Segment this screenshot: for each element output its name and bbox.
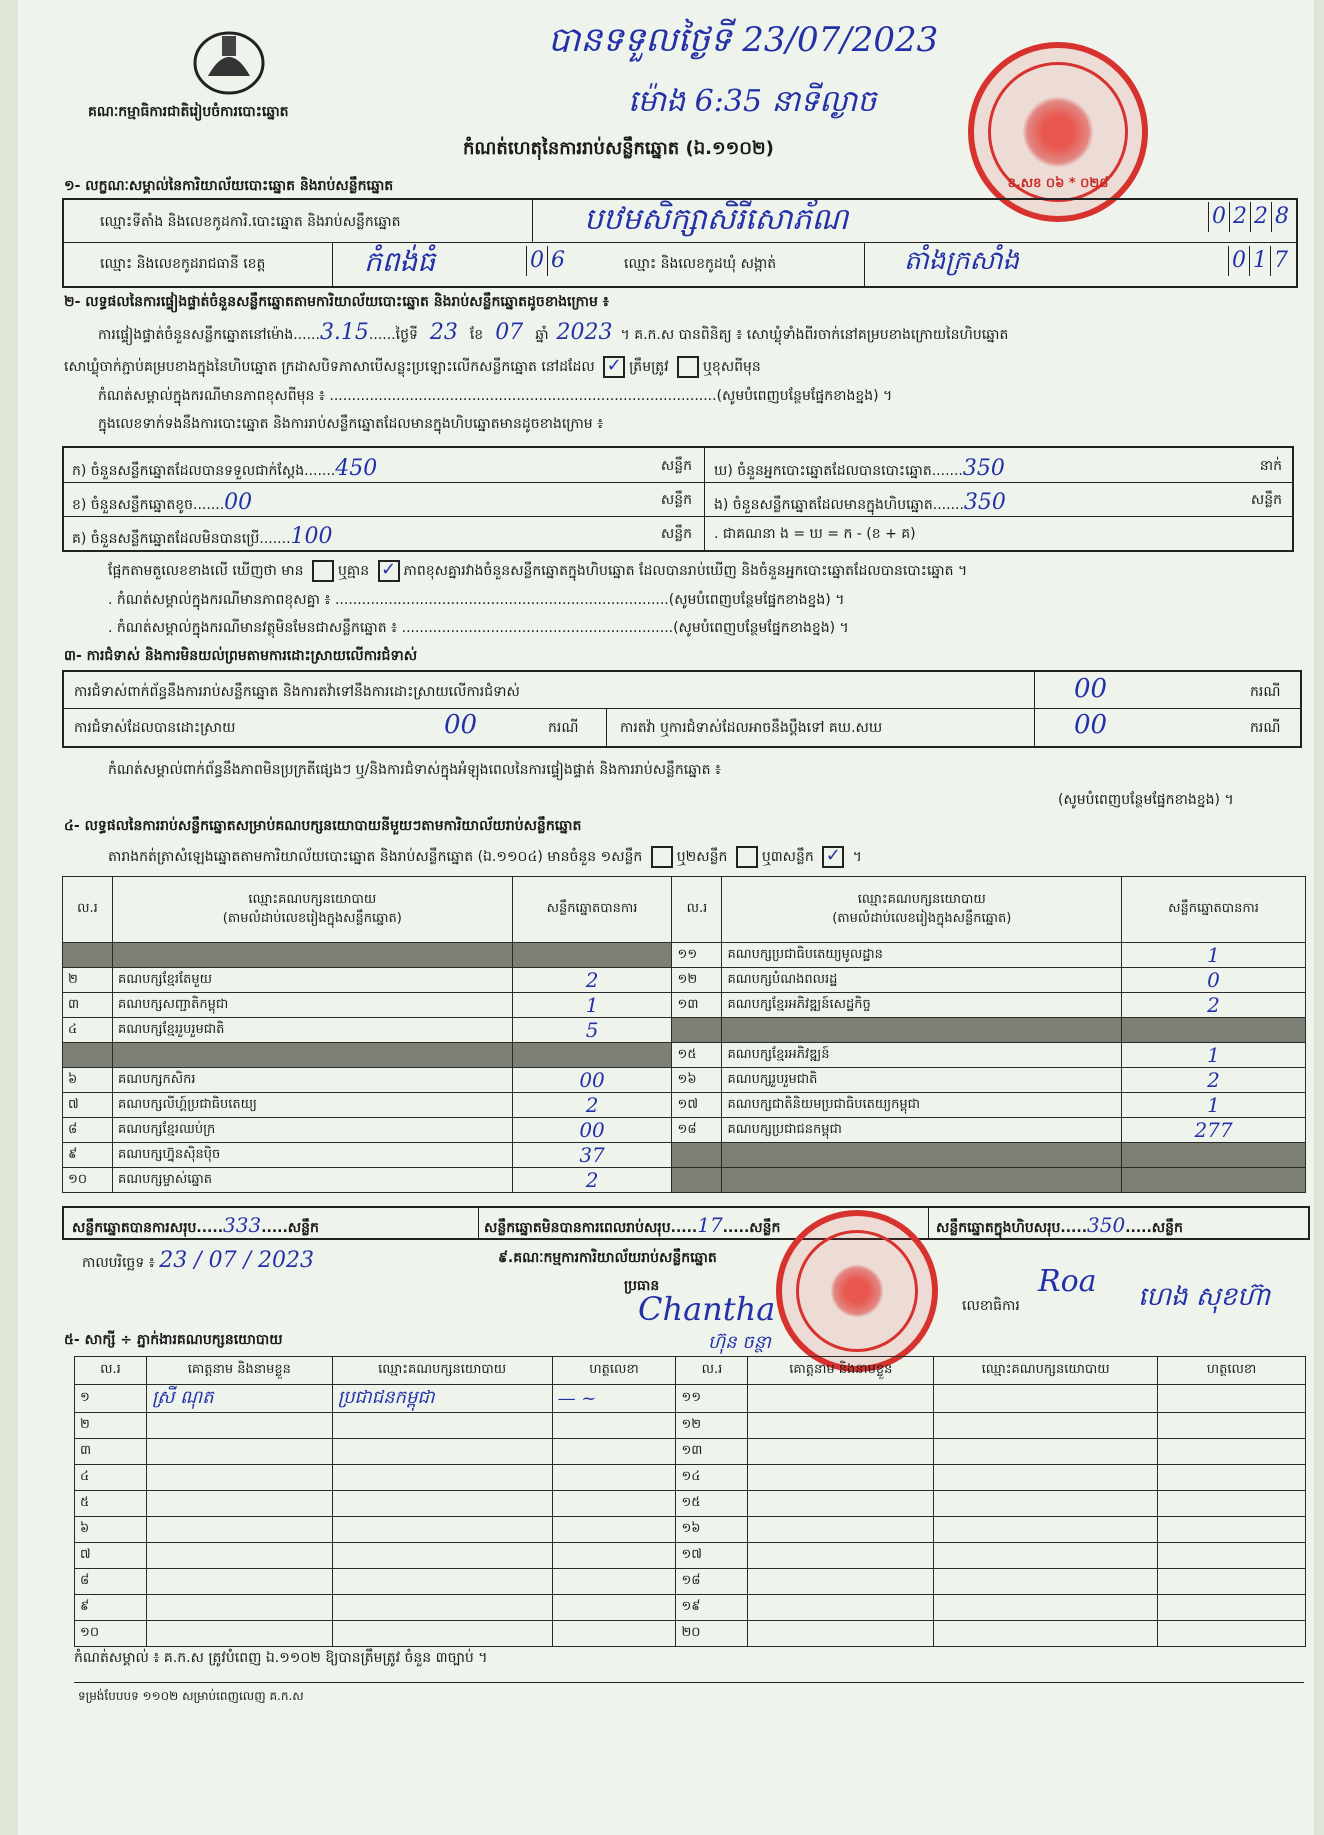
witness-cell[interactable] <box>332 1517 552 1543</box>
witness-table <box>74 1356 1306 1647</box>
province-code: 0 6 <box>526 246 568 276</box>
witness-cell: ប្រជាជនកម្ពុជា <box>332 1385 552 1413</box>
witness-cell[interactable] <box>748 1621 934 1647</box>
witness-cell[interactable] <box>332 1439 552 1465</box>
witness-cell: ១៩ <box>676 1595 748 1621</box>
witness-cell[interactable] <box>748 1595 934 1621</box>
witness-cell[interactable] <box>332 1491 552 1517</box>
secretary-name: ហេង សុខហ៊ា <box>1138 1282 1271 1312</box>
witness-cell: ១១ <box>676 1385 748 1413</box>
time-line: ការផ្ទៀងផ្ទាត់ចំនួនសន្លឹកឆ្នោតនៅម៉ោង......3.15......ថ្ងៃទី 23 ខែ 07 ឆ្នាំ 2023 ។ គ.ក.ស បានពិនិត្យ ៖ សោឃ្លុំទាំងពីរចាក់នៅគម្របខាងក្រោយនៃហិបឆ្នោត <box>98 320 1009 345</box>
total-valid: សន្លឹកឆ្នោតបានការសរុប.....333.....សន្លឹក <box>72 1213 319 1237</box>
province-label: ឈ្មោះ និងលេខកូដរាជធានី ខេត្ត <box>100 256 266 272</box>
footer-note: កំណត់សម្គាល់ ៖ គ.ក.ស ត្រូវបំពេញ ឯ.១១០២ ឱ្យបានត្រឹមត្រូវ ចំនួន ៣ច្បាប់ ។ <box>74 1650 488 1666</box>
vote-cell: ១០ <box>63 1168 113 1193</box>
objection-row2-value: 00 <box>444 710 478 740</box>
objection-row2-label: ការជំទាស់ដែលបានដោះស្រាយ <box>74 720 236 736</box>
witness-cell: ៨ <box>75 1569 147 1595</box>
count-c: គ) ចំនួនសន្លឹកឆ្នោតដែលមិនបានប្រើ.......100 សន្លឹក <box>72 524 692 549</box>
vote-cell: គណបក្សម្ចាស់ឆ្នោត <box>112 1168 512 1193</box>
note-line: កំណត់សម្គាល់ក្នុងករណីមានភាពខុសពីមុន ៖ .......................................................................................(សូមបំពេញបន្ថែមផ្នែកខាងខ្នង) ។ <box>98 388 893 404</box>
vote-cell: គណបក្សជាតិនិយមប្រជាធិបតេយ្យកម្ពុជា <box>722 1093 1122 1118</box>
witness-cell: — ~ <box>552 1385 676 1413</box>
vote-cell: គណបក្សខ្មែរអភិវឌ្ឍន៍សេដ្ឋកិច្ច <box>722 993 1122 1018</box>
vote-cell: ២ <box>63 968 113 993</box>
vote-count-cell <box>512 1043 672 1068</box>
col-votes-left: សន្លឹកឆ្នោតបានការ <box>512 877 672 943</box>
witness-cell[interactable] <box>552 1465 676 1491</box>
section3-heading: ៣- ការជំទាស់ និងការមិនយល់ព្រមតាមការដោះស្រាយលើការជំទាស់ <box>64 648 418 664</box>
two-sheet-checkbox[interactable] <box>736 846 758 868</box>
witness-cell[interactable] <box>748 1543 934 1569</box>
vote-count-cell: 37 <box>512 1143 672 1168</box>
vote-cell: គណបក្សលីហ្គ៍ប្រជាធិបតេយ្យ <box>112 1093 512 1118</box>
vote-count-cell: 0 <box>1122 968 1306 993</box>
witness-cell[interactable] <box>552 1543 676 1569</box>
commune-label: ឈ្មោះ និងលេខកូដឃុំ សង្កាត់ <box>624 256 777 272</box>
witness-cell: ៤ <box>75 1465 147 1491</box>
witness-row <box>75 1413 1306 1439</box>
sheet-count-line: តារាងកត់ត្រាសំឡេងឆ្នោតតាមការិយាល័យបោះឆ្នោត និងរាប់សន្លឹកឆ្នោត (ឯ.១១០៤) មានចំនួន ១សន្លឹក ឬ២សន្លឹក ឬ៣សន្លឹក ✓ ។ <box>108 845 862 866</box>
vote-row <box>63 1068 1306 1093</box>
witness-row <box>75 1517 1306 1543</box>
section3-note: កំណត់សម្គាល់ពាក់ព័ន្ធនឹងភាពមិនប្រក្រតីផ្សេងៗ ឬ/និងការជំទាស់ក្នុងអំឡុងពេលនៃការផ្ទៀងផ្ទាត់ និងការរាប់សន្លឹកឆ្នោត ៖ <box>108 762 722 778</box>
count-b: ខ) ចំនួនសន្លឹកឆ្នោតខូច.......00 សន្លឹក <box>72 490 692 515</box>
witness-cell[interactable] <box>748 1517 934 1543</box>
witness-cell[interactable] <box>934 1385 1158 1413</box>
station-label: ឈ្មោះទីតាំង និងលេខកូដការិ.បោះឆ្នោត និងរាប់សន្លឹកឆ្នោត <box>100 214 401 230</box>
witness-cell[interactable] <box>146 1465 332 1491</box>
witness-cell: ស្រី ណុត <box>146 1385 332 1413</box>
counts-box <box>62 446 1294 552</box>
witness-cell[interactable] <box>934 1569 1158 1595</box>
witness-cell[interactable] <box>748 1569 934 1595</box>
w-col-name-left: គោត្តនាម និងនាមខ្លួន <box>146 1357 332 1385</box>
section3-note-tail: (សូមបំពេញបន្ថែមផ្នែកខាងខ្នង) ។ <box>1058 792 1234 808</box>
witness-cell[interactable] <box>332 1413 552 1439</box>
received-note-1: បានទទួលថ្ងៃទី 23/07/2023 <box>548 20 939 60</box>
vote-cell: គណបក្សខ្មែរតែមួយ <box>112 968 512 993</box>
witness-cell[interactable] <box>146 1543 332 1569</box>
witness-cell[interactable] <box>1158 1595 1306 1621</box>
vote-count-cell: 1 <box>512 993 672 1018</box>
witness-cell[interactable] <box>146 1595 332 1621</box>
col-votes-right: សន្លឹកឆ្នោតបានការ <box>1122 877 1306 943</box>
discrepancy-no-checkbox[interactable]: ✓ <box>378 560 400 582</box>
objections-box <box>62 670 1302 748</box>
witness-cell: ១៣ <box>676 1439 748 1465</box>
witness-cell: ១ <box>75 1385 147 1413</box>
witness-cell: ៩ <box>75 1595 147 1621</box>
province-value: កំពង់ធំ <box>364 245 436 278</box>
count-a: ក) ចំនួនសន្លឹកឆ្នោតដែលបានទទួលជាក់ស្តែង.......450 សន្លឹក <box>72 456 692 481</box>
vote-count-cell <box>1122 1018 1306 1043</box>
vote-count-cell <box>1122 1143 1306 1168</box>
witness-cell[interactable] <box>146 1491 332 1517</box>
vote-row <box>63 968 1306 993</box>
one-sheet-checkbox[interactable] <box>651 846 673 868</box>
commune-value: តាំងក្រសាំង <box>904 246 1020 276</box>
witness-cell[interactable] <box>1158 1543 1306 1569</box>
vote-count-cell: 2 <box>1122 993 1306 1018</box>
witness-cell: ១០ <box>75 1621 147 1647</box>
vote-cell: ១៧ <box>672 1093 722 1118</box>
witness-cell[interactable] <box>934 1621 1158 1647</box>
witness-cell: ១២ <box>676 1413 748 1439</box>
vote-cell: គណបក្សរួបរួមជាតិ <box>722 1068 1122 1093</box>
witness-cell[interactable] <box>1158 1439 1306 1465</box>
vote-cell: គណបក្សកសិករ <box>112 1068 512 1093</box>
objection-row1-value: 00 <box>1074 674 1108 704</box>
witness-cell[interactable] <box>552 1517 676 1543</box>
vote-cell: គណបក្សខ្មែររួបរួមជាតិ <box>112 1018 512 1043</box>
w-col-sign-left: ហត្ថលេខា <box>552 1357 676 1385</box>
col-party-left: ឈ្មោះគណបក្សនយោបាយ (តាមលំដាប់លេខរៀងក្នុងសន្លឹកឆ្នោត) <box>112 877 512 943</box>
section5-heading: ៥- សាក្សី ÷ ភ្នាក់ងារគណបក្សនយោបាយ <box>64 1332 283 1348</box>
seal-line: សោឃ្លុំចាក់ភ្ជាប់គម្របខាងក្នុងនៃហិបឆ្នោត ក្រដាសបិទភាសាបើសន្លុះប្រឡោះលើកសន្លឹកឆ្នោត នៅដដែល ✓ ត្រឹមត្រូវ ឬខុសពីមុន <box>64 355 761 376</box>
count-e: ង) ចំនួនសន្លឹកឆ្នោតដែលមានក្នុងហិបឆ្នោត.......350 សន្លឹក <box>714 490 1282 515</box>
witness-cell: ៧ <box>75 1543 147 1569</box>
vote-cell: គណបក្សខ្មែរឈប់ក្រ <box>112 1118 512 1143</box>
witness-cell[interactable] <box>332 1595 552 1621</box>
objection-row2-right-label: ការតវ៉ា ឬការជំទាស់ដែលអាចនឹងប្តឹងទៅ គឃ.សឃ <box>620 720 883 736</box>
vote-row <box>63 1043 1306 1068</box>
office-label: ៩.គណៈកម្មការការិយាល័យរាប់សន្លឹកឆ្នោត <box>498 1250 717 1266</box>
vote-count-cell: 1 <box>1122 1043 1306 1068</box>
col-no-right: ល.រ <box>672 877 722 943</box>
witness-cell: ១៨ <box>676 1569 748 1595</box>
vote-cell: ៧ <box>63 1093 113 1118</box>
vote-cell <box>63 1043 113 1068</box>
witness-cell[interactable] <box>934 1413 1158 1439</box>
vote-cell <box>722 1168 1122 1193</box>
official-stamp-bottom <box>776 1210 938 1372</box>
witness-cell[interactable] <box>146 1517 332 1543</box>
witness-cell[interactable] <box>934 1517 1158 1543</box>
vote-cell: ១៦ <box>672 1068 722 1093</box>
vote-count-cell: 00 <box>512 1118 672 1143</box>
count-formula: . ជាគណនា ង = ឃ = ក - (ខ + គ) <box>714 526 916 542</box>
vote-cell <box>112 943 512 968</box>
objection-row1-unit: ករណី <box>1250 684 1281 700</box>
vote-row <box>63 1018 1306 1043</box>
witness-cell[interactable] <box>1158 1413 1306 1439</box>
witness-row <box>75 1385 1306 1413</box>
witness-cell[interactable] <box>1158 1465 1306 1491</box>
vote-row <box>63 1118 1306 1143</box>
vote-count-cell: 277 <box>1122 1118 1306 1143</box>
received-note-2: ម៉ោង 6:35 នាទីល្ងាច <box>628 84 877 119</box>
witness-cell[interactable] <box>1158 1491 1306 1517</box>
witness-cell[interactable] <box>748 1491 934 1517</box>
total-invalid: សន្លឹកឆ្នោតមិនបានការពេលរាប់សរុប.....17.....សន្លឹក <box>484 1213 781 1237</box>
witness-cell[interactable] <box>748 1385 934 1413</box>
witness-row <box>75 1491 1306 1517</box>
witness-cell: ៥ <box>75 1491 147 1517</box>
w-col-party-right: ឈ្មោះគណបក្សនយោបាយ <box>934 1357 1158 1385</box>
vote-cell: គណបក្សខ្មែរអភិវឌ្ឍន៍ <box>722 1043 1122 1068</box>
discrepancy-yes-checkbox[interactable] <box>312 560 334 582</box>
section1-box <box>62 198 1298 288</box>
seal-no-checkbox[interactable] <box>677 356 699 378</box>
vote-cell: គណបក្សបំណងពលរដ្ឋ <box>722 968 1122 993</box>
w-col-sign-right: ហត្ថលេខា <box>1158 1357 1306 1385</box>
witness-cell[interactable] <box>552 1569 676 1595</box>
vote-row <box>63 943 1306 968</box>
vote-row <box>63 993 1306 1018</box>
station-value: បឋមសិក្សាសិរីសោភ័ណ <box>584 202 849 237</box>
vote-count-cell: 2 <box>512 1168 672 1193</box>
vote-cell <box>63 943 113 968</box>
intro-line: ក្នុងលេខទាក់ទងនឹងការបោះឆ្នោត និងការរាប់សន្លឹកឆ្នោតដែលមានក្នុងហិបឆ្នោតមានដូចខាងក្រោម ៖ <box>98 416 604 432</box>
section4-heading: ៤- លទ្ធផលនៃការរាប់សន្លឹកឆ្នោតសម្រាប់គណបក្សនយោបាយនីមួយៗតាមការិយាល័យរាប់សន្លឹកឆ្នោត <box>64 818 582 834</box>
count-d: ឃ) ចំនួនអ្នកបោះឆ្នោតដែលបានបោះឆ្នោត.......350 នាក់ <box>714 456 1282 481</box>
witness-row <box>75 1621 1306 1647</box>
vote-cell: ១៥ <box>672 1043 722 1068</box>
vote-cell <box>722 1018 1122 1043</box>
witness-cell[interactable] <box>332 1621 552 1647</box>
witness-cell: ២ <box>75 1413 147 1439</box>
witness-cell[interactable] <box>332 1465 552 1491</box>
w-col-no-left: ល.រ <box>75 1357 147 1385</box>
section2-heading: ២- លទ្ធផលនៃការផ្ទៀងផ្ទាត់ចំនួនសន្លឹកឆ្នោតតាមការិយាល័យបោះឆ្នោត និងរាប់សន្លឹកឆ្នោតដូចខាងក្រោម ៖ <box>64 294 609 310</box>
vote-cell: ៦ <box>63 1068 113 1093</box>
w-col-name-right: គោត្តនាម និងនាមខ្លួន <box>748 1357 934 1385</box>
witness-row <box>75 1465 1306 1491</box>
vote-cell: ៩ <box>63 1143 113 1168</box>
objection-row2-unit: ករណី <box>548 720 579 736</box>
three-sheet-checkbox[interactable]: ✓ <box>822 846 844 868</box>
vote-cell: គណបក្សប្រជាធិបតេយ្យមូលដ្ឋាន <box>722 943 1122 968</box>
witness-cell[interactable] <box>1158 1517 1306 1543</box>
witness-cell: ១៧ <box>676 1543 748 1569</box>
committee-name: គណៈកម្មាធិការជាតិរៀបចំការបោះឆ្នោត <box>88 104 289 120</box>
vote-cell: ៣ <box>63 993 113 1018</box>
witness-cell[interactable] <box>934 1491 1158 1517</box>
vote-count-cell: 00 <box>512 1068 672 1093</box>
footer-bottom: ទម្រង់បែបបទ ១១០២ សម្រាប់ពេញលេញ គ.ក.ស <box>78 1689 304 1703</box>
witness-cell[interactable] <box>934 1465 1158 1491</box>
chair-label: ប្រធាន <box>624 1278 660 1294</box>
witness-cell: ២០ <box>676 1621 748 1647</box>
w-col-no-right: ល.រ <box>676 1357 748 1385</box>
vote-cell: ៨ <box>63 1118 113 1143</box>
witness-cell[interactable] <box>146 1439 332 1465</box>
witness-cell[interactable] <box>748 1413 934 1439</box>
vote-cell: ៤ <box>63 1018 113 1043</box>
vote-cell: គណបក្សសញ្ជាតិកម្ពុជា <box>112 993 512 1018</box>
note-diff: . កំណត់សម្គាល់ក្នុងករណីមានភាពខុសគ្នា ៖ ...........................................................................(សូមបំពេញបន្ថែមផ្នែកខាងខ្នង) ។ <box>108 592 845 608</box>
vote-cell <box>112 1043 512 1068</box>
objection-row2-right-value: 00 <box>1074 710 1108 740</box>
vote-cell: គណបក្សហ្វ៊ុនស៊ិនប៉ិច <box>112 1143 512 1168</box>
witness-cell[interactable] <box>552 1595 676 1621</box>
witness-row <box>75 1439 1306 1465</box>
witness-cell: ៣ <box>75 1439 147 1465</box>
nec-logo <box>190 28 268 98</box>
totals-row <box>62 1206 1310 1240</box>
vote-count-cell: 2 <box>1122 1068 1306 1093</box>
vote-count-cell: 1 <box>1122 1093 1306 1118</box>
chair-name: ហ៊ុន ចន្ថា <box>708 1332 771 1353</box>
vote-row <box>63 1093 1306 1118</box>
col-no-left: ល.រ <box>63 877 113 943</box>
witness-cell[interactable] <box>146 1569 332 1595</box>
witness-cell[interactable] <box>748 1465 934 1491</box>
vote-cell: ១១ <box>672 943 722 968</box>
votes-table <box>62 876 1306 1193</box>
vote-count-cell <box>512 943 672 968</box>
vote-cell <box>722 1143 1122 1168</box>
witness-cell[interactable] <box>146 1621 332 1647</box>
seal-ok-checkbox[interactable]: ✓ <box>603 356 625 378</box>
witness-cell: ១៥ <box>676 1491 748 1517</box>
form-page <box>18 0 1314 1835</box>
witness-cell[interactable] <box>1158 1385 1306 1413</box>
witness-cell[interactable] <box>934 1543 1158 1569</box>
vote-count-cell: 5 <box>512 1018 672 1043</box>
witness-cell[interactable] <box>552 1439 676 1465</box>
witness-cell[interactable] <box>748 1439 934 1465</box>
col-party-right: ឈ្មោះគណបក្សនយោបាយ (តាមលំដាប់លេខរៀងក្នុងសន្លឹកឆ្នោត) <box>722 877 1122 943</box>
objection-row1-label: ការជំទាស់ពាក់ព័ន្ធនឹងការរាប់សន្លឹកឆ្នោត និងការតវ៉ាទៅនឹងការដោះស្រាយលើការជំទាស់ <box>74 684 520 700</box>
section1-heading: ១- លក្ខណៈសម្គាល់នៃការិយាល័យបោះឆ្នោត និងរាប់សន្លឹកឆ្នោត <box>64 178 394 194</box>
witness-cell[interactable] <box>552 1413 676 1439</box>
witness-cell[interactable] <box>934 1439 1158 1465</box>
vote-cell <box>672 1168 722 1193</box>
witness-row <box>75 1569 1306 1595</box>
total-box: សន្លឹកឆ្នោតក្នុងហិបសរុប.....350.....សន្លឹក <box>936 1213 1183 1237</box>
vote-cell: ១៨ <box>672 1118 722 1143</box>
official-stamp-top: ខ.សខ ០៦ * ០២៨ <box>968 42 1148 222</box>
witness-cell[interactable] <box>552 1621 676 1647</box>
vote-cell: គណបក្សប្រជាជនកម្ពុជា <box>722 1118 1122 1143</box>
vote-count-cell <box>1122 1168 1306 1193</box>
station-code: 0 2 2 8 <box>1208 202 1292 232</box>
vote-cell <box>672 1143 722 1168</box>
note-foreign: . កំណត់សម្គាល់ក្នុងករណីមានវត្ថុមិនមែនជាសន្លឹកឆ្នោត ៖ .............................................................(សូមបំពេញបន្ថែមផ្នែកខាងខ្នង) ។ <box>108 620 849 636</box>
witness-row <box>75 1543 1306 1569</box>
witness-cell[interactable] <box>332 1569 552 1595</box>
witness-row <box>75 1595 1306 1621</box>
date-line: កាលបរិច្ឆេទ ៖ 23 / 07 / 2023 <box>82 1248 315 1273</box>
secretary-signature: Roa <box>1038 1264 1097 1299</box>
vote-count-cell: 2 <box>512 968 672 993</box>
witness-cell[interactable] <box>1158 1569 1306 1595</box>
witness-cell[interactable] <box>1158 1621 1306 1647</box>
discrepancy-line: ផ្អែកតាមតួលេខខាងលើ ឃើញថា មាន ឬគ្មាន ✓ ភាពខុសគ្នារវាងចំនួនសន្លឹកឆ្នោតក្នុងហិបឆ្នោត ដែលបានរាប់ឃើញ និងចំនួនអ្នកបោះឆ្នោតដែលបានបោះឆ្នោត ។ <box>108 559 968 580</box>
witness-cell[interactable] <box>934 1595 1158 1621</box>
commune-code: 0 1 7 <box>1228 246 1291 276</box>
form-title: កំណត់ហេតុនៃការរាប់សន្លឹកឆ្នោត (ឯ.១១០២) <box>463 138 774 159</box>
witness-cell[interactable] <box>146 1413 332 1439</box>
witness-cell: ៦ <box>75 1517 147 1543</box>
witness-cell: ១៤ <box>676 1465 748 1491</box>
vote-row <box>63 1143 1306 1168</box>
vote-row <box>63 1168 1306 1193</box>
vote-count-cell: 2 <box>512 1093 672 1118</box>
vote-cell: ១២ <box>672 968 722 993</box>
witness-cell[interactable] <box>552 1491 676 1517</box>
witness-cell: ១៦ <box>676 1517 748 1543</box>
chair-signature: Chantha <box>638 1290 776 1328</box>
w-col-party-left: ឈ្មោះគណបក្សនយោបាយ <box>332 1357 552 1385</box>
vote-cell: ១៣ <box>672 993 722 1018</box>
vote-cell <box>672 1018 722 1043</box>
objection-row2-right-unit: ករណី <box>1250 720 1281 736</box>
vote-count-cell: 1 <box>1122 943 1306 968</box>
secretary-label: លេខាធិការ <box>962 1298 1020 1314</box>
witness-cell[interactable] <box>332 1543 552 1569</box>
